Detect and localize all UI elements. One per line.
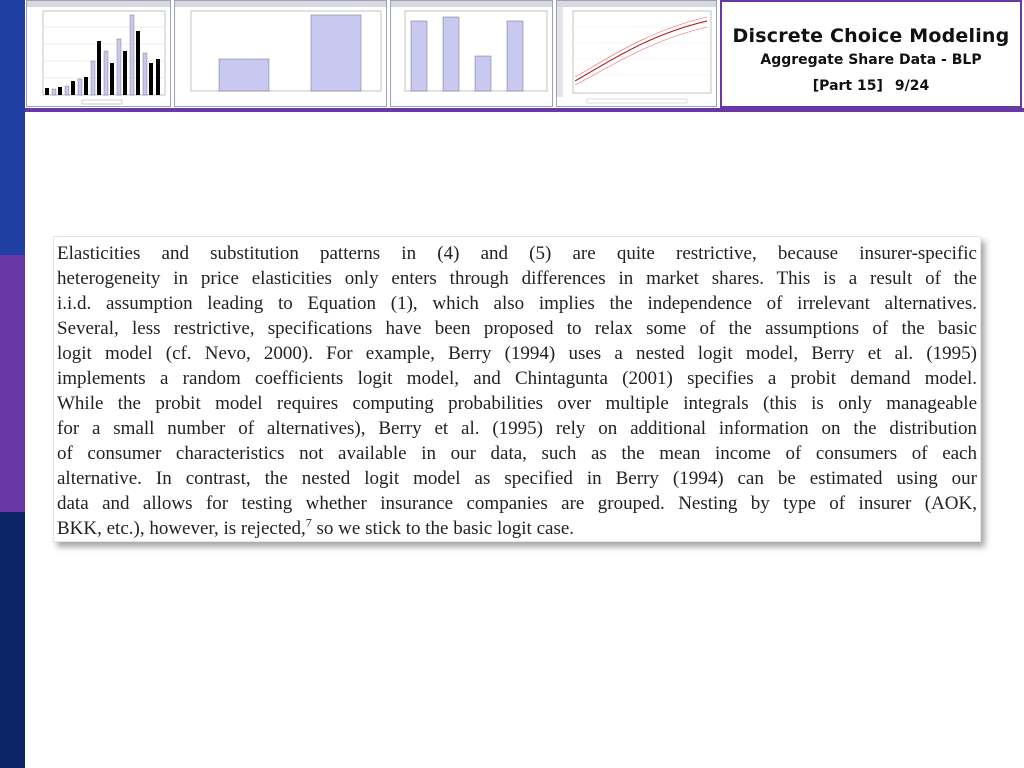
excerpt-line: BKK, etc.), however, is rejected,$^7$ so we stick to the basic logit case. xyxy=(57,515,575,539)
excerpt-line: implements a random coefficients logit model, and Chintagunta (2001) specifies a probit demand model. xyxy=(57,368,977,389)
slide-title-box xyxy=(720,0,1022,108)
excerpt-line: of consumer characteristics not available in our data, such as the mean income of consumers of each xyxy=(57,443,977,464)
left-bar-purple xyxy=(0,255,25,512)
excerpt-line: While the probit model requires computing probabilities over multiple integrals (this is only manageable xyxy=(57,393,977,414)
excerpt-line: logit model (cf. Nevo, 2000). For example, Berry (1994) uses a nested logit model, Berry et al. (1995) xyxy=(57,343,977,364)
page-number: 9/24 xyxy=(894,78,930,94)
slide-subtitle: Aggregate Share Data - BLP xyxy=(760,52,982,68)
excerpt-last-line xyxy=(57,516,977,541)
left-color-bar xyxy=(0,0,25,768)
paper-excerpt xyxy=(53,236,981,542)
excerpt-line: heterogeneity in price elasticities only enters through differences in market shares. This is a result of the xyxy=(57,268,977,289)
slide-part-info xyxy=(722,78,1020,94)
bar-thumbnail-2 xyxy=(390,0,553,107)
header-divider xyxy=(25,108,1024,112)
excerpt-line: Elasticities and substitution patterns in (4) and (5) are quite restrictive, because insurer-specific xyxy=(57,243,977,264)
footnote-mark: 7 xyxy=(305,515,312,530)
slide-title: Discrete Choice Modeling xyxy=(732,25,1010,47)
excerpt-line: i.i.d. assumption leading to Equation (1), which also implies the independence of irrelevant alternatives. xyxy=(57,293,977,314)
part-label: [Part 15] xyxy=(812,78,883,94)
left-bar-navy xyxy=(0,512,25,768)
excerpt-line: for a small number of alternatives), Berry et al. (1995) rely on additional information on the distribution xyxy=(57,418,977,439)
excerpt-line: Several, less restrictive, specifications have been proposed to relax some of the assumptions of the basic xyxy=(57,318,977,339)
left-bar-blue xyxy=(0,0,25,255)
excerpt-line: data and allows for testing whether insurance companies are grouped. Nesting by type of insurer (AOK, xyxy=(57,493,977,514)
excerpt-paragraph xyxy=(57,241,977,541)
histogram-thumbnail xyxy=(26,0,171,107)
bar-thumbnail-1 xyxy=(174,0,387,107)
excerpt-line: alternative. In contrast, the nested logit model as specified in Berry (1994) can be estimated using our xyxy=(57,468,977,489)
line-thumbnail xyxy=(556,0,717,107)
